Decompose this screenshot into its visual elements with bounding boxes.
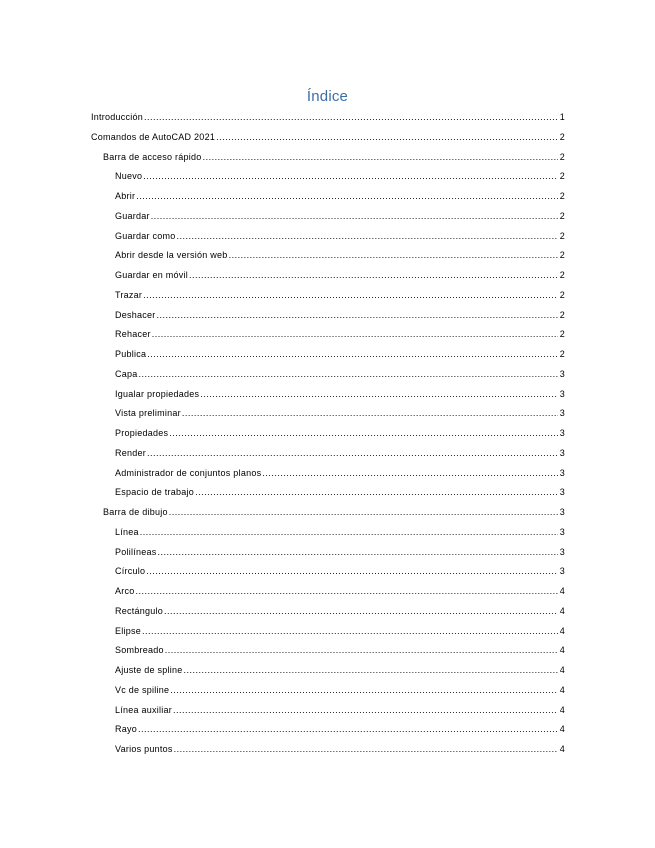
toc-entry[interactable] <box>115 230 565 243</box>
toc-entry-page-number: 3 <box>559 388 565 399</box>
toc-entry[interactable] <box>115 664 565 677</box>
toc-entry-page-number: 3 <box>559 487 565 498</box>
toc-entry-page-number: 3 <box>559 428 565 438</box>
toc-entry-page-number: 2 <box>559 270 565 280</box>
toc-entry[interactable] <box>115 170 565 183</box>
toc-entry-label: Círculo <box>115 566 146 577</box>
toc-entry-label: Vc de spiline <box>115 684 170 695</box>
toc-dot-leader <box>173 704 558 717</box>
toc-dot-leader <box>195 486 558 499</box>
toc-entry-label: Publica <box>115 349 147 359</box>
toc-entry-page-number: 4 <box>559 744 565 754</box>
toc-entry[interactable] <box>115 447 565 460</box>
toc-dot-leader <box>170 684 557 697</box>
toc-dot-leader <box>216 131 558 144</box>
toc-entry-label: Nuevo <box>115 171 143 182</box>
toc-entry-label: Rectángulo <box>115 605 164 616</box>
toc-entry[interactable] <box>115 605 565 618</box>
toc-entry[interactable] <box>115 328 565 341</box>
toc-entry-page-number: 2 <box>559 210 565 221</box>
toc-dot-leader <box>158 546 558 559</box>
toc-dot-leader <box>139 368 558 381</box>
toc-entry-label: Elipse <box>115 625 142 636</box>
toc-dot-leader <box>157 309 558 322</box>
toc-entry-page-number: 4 <box>559 665 565 675</box>
toc-entry-label: Introducción <box>91 112 144 122</box>
toc-entry[interactable] <box>115 526 565 539</box>
toc-entry[interactable] <box>115 249 565 262</box>
toc-entry-page-number: 3 <box>559 368 565 379</box>
toc-entry-page-number: 3 <box>559 467 565 478</box>
toc-entry-page-number: 2 <box>559 151 565 162</box>
toc-entry[interactable] <box>103 506 565 519</box>
toc-entry-page-number: 4 <box>559 625 565 636</box>
toc-entry-label: Línea auxiliar <box>115 704 173 715</box>
toc-entry-page-number: 4 <box>559 684 565 695</box>
toc-entry-page-number: 2 <box>559 131 565 142</box>
toc-entry-page-number: 3 <box>559 546 565 557</box>
toc-entry[interactable] <box>115 743 565 756</box>
toc-entry-page-number: 2 <box>559 329 565 340</box>
toc-entry[interactable] <box>115 467 565 480</box>
toc-dot-leader <box>177 230 558 243</box>
toc-entry-label: Rayo <box>115 724 138 735</box>
toc-dot-leader <box>189 269 558 282</box>
toc-entry-page-number: 3 <box>559 526 565 537</box>
toc-entry-label: Vista preliminar <box>115 408 181 419</box>
toc-entry-label: Ajuste de spline <box>115 665 183 675</box>
toc-entry-label: Guardar <box>115 210 150 221</box>
toc-entry-label: Varios puntos <box>115 744 173 754</box>
toc-dot-leader <box>144 111 558 124</box>
toc-entry[interactable] <box>115 486 565 499</box>
toc-entry-page-number: 3 <box>559 447 565 458</box>
toc-entry[interactable] <box>115 348 565 361</box>
toc-entry[interactable] <box>115 546 565 559</box>
toc-dot-leader <box>174 743 558 756</box>
toc-entry-label: Rehacer <box>115 329 151 340</box>
toc-dot-leader <box>182 407 558 420</box>
toc-entry-label: Arco <box>115 586 135 596</box>
toc-entry[interactable] <box>115 368 565 381</box>
toc-entry-label: Sombreado <box>115 645 164 656</box>
toc-entry[interactable] <box>103 151 565 164</box>
toc-entry-page-number: 4 <box>559 724 565 735</box>
toc-entry-label: Render <box>115 447 147 458</box>
toc-dot-leader <box>229 249 558 262</box>
toc-dot-leader <box>136 585 558 598</box>
toc-entry-label: Comandos de AutoCAD 2021 <box>91 131 216 142</box>
toc-entry-page-number: 1 <box>559 112 565 122</box>
toc-entry[interactable] <box>115 427 565 440</box>
toc-entry[interactable] <box>115 190 565 203</box>
toc-dot-leader <box>138 723 558 736</box>
toc-entry-label: Propiedades <box>115 428 169 438</box>
toc-entry-label: Deshacer <box>115 309 156 320</box>
toc-dot-leader <box>200 388 557 401</box>
toc-entry-label: Barra de dibujo <box>103 507 168 517</box>
toc-dot-leader <box>169 506 558 519</box>
toc-entry-page-number: 3 <box>559 408 565 419</box>
toc-entry-page-number: 2 <box>559 349 565 359</box>
toc-entry-label: Espacio de trabajo <box>115 487 195 498</box>
toc-entry[interactable] <box>115 309 565 322</box>
toc-entry[interactable] <box>91 131 565 144</box>
toc-entry-page-number: 4 <box>559 704 565 715</box>
toc-entry-page-number: 4 <box>559 586 565 596</box>
toc-entry[interactable] <box>115 684 565 697</box>
toc-dot-leader <box>165 644 558 657</box>
toc-dot-leader <box>143 170 557 183</box>
toc-dot-leader <box>140 526 558 539</box>
toc-entry-label: Guardar como <box>115 230 176 241</box>
toc-entry-page-number: 2 <box>559 230 565 241</box>
toc-dot-leader <box>136 190 557 203</box>
toc-dot-leader <box>147 348 557 361</box>
toc-entry-label: Trazar <box>115 289 143 300</box>
toc-entry-page-number: 3 <box>559 507 565 517</box>
toc-entry[interactable] <box>115 269 565 282</box>
toc-dot-leader <box>146 565 557 578</box>
toc-entry-label: Igualar propiedades <box>115 388 200 399</box>
toc-entry-page-number: 3 <box>559 566 565 577</box>
toc-entry[interactable] <box>115 565 565 578</box>
toc-entry-label: Abrir desde la versión web <box>115 250 228 261</box>
toc-entry-label: Polilíneas <box>115 546 157 557</box>
toc-entry-page-number: 2 <box>559 309 565 320</box>
toc-entry-label: Administrador de conjuntos planos <box>115 467 262 478</box>
toc-entry[interactable] <box>115 388 565 401</box>
toc-entry[interactable] <box>115 625 565 638</box>
toc-entry[interactable] <box>115 210 565 223</box>
toc-entry-page-number: 2 <box>559 171 565 182</box>
toc-dot-leader <box>143 289 558 302</box>
toc-entry-page-number: 4 <box>559 645 565 656</box>
toc-entry-page-number: 2 <box>559 250 565 261</box>
toc-dot-leader <box>169 427 557 440</box>
toc-entry-page-number: 4 <box>559 605 565 616</box>
toc-entry-page-number: 2 <box>559 289 565 300</box>
toc-title: Índice <box>306 88 349 105</box>
toc-entry[interactable] <box>115 407 565 420</box>
toc-dot-leader <box>142 625 558 638</box>
toc-entry[interactable] <box>115 644 565 657</box>
toc-entry[interactable] <box>115 723 565 736</box>
toc-entry[interactable] <box>115 704 565 717</box>
toc-entry-label: Línea <box>115 526 139 537</box>
toc-dot-leader <box>203 151 558 164</box>
toc-dot-leader <box>151 210 558 223</box>
toc-entry-label: Capa <box>115 368 138 379</box>
toc-entry-label: Barra de acceso rápido <box>103 151 202 162</box>
toc-entry[interactable] <box>115 289 565 302</box>
toc-dot-leader <box>262 467 557 480</box>
toc-dot-leader <box>184 664 558 677</box>
toc-entry-label: Guardar en móvil <box>115 270 189 280</box>
toc-dot-leader <box>147 447 558 460</box>
toc-entry-page-number: 2 <box>559 191 565 201</box>
toc-entry[interactable] <box>115 585 565 598</box>
toc-dot-leader <box>164 605 558 618</box>
toc-dot-leader <box>152 328 558 341</box>
toc-entry-label: Abrir <box>115 191 136 201</box>
toc-entry[interactable] <box>91 111 565 124</box>
